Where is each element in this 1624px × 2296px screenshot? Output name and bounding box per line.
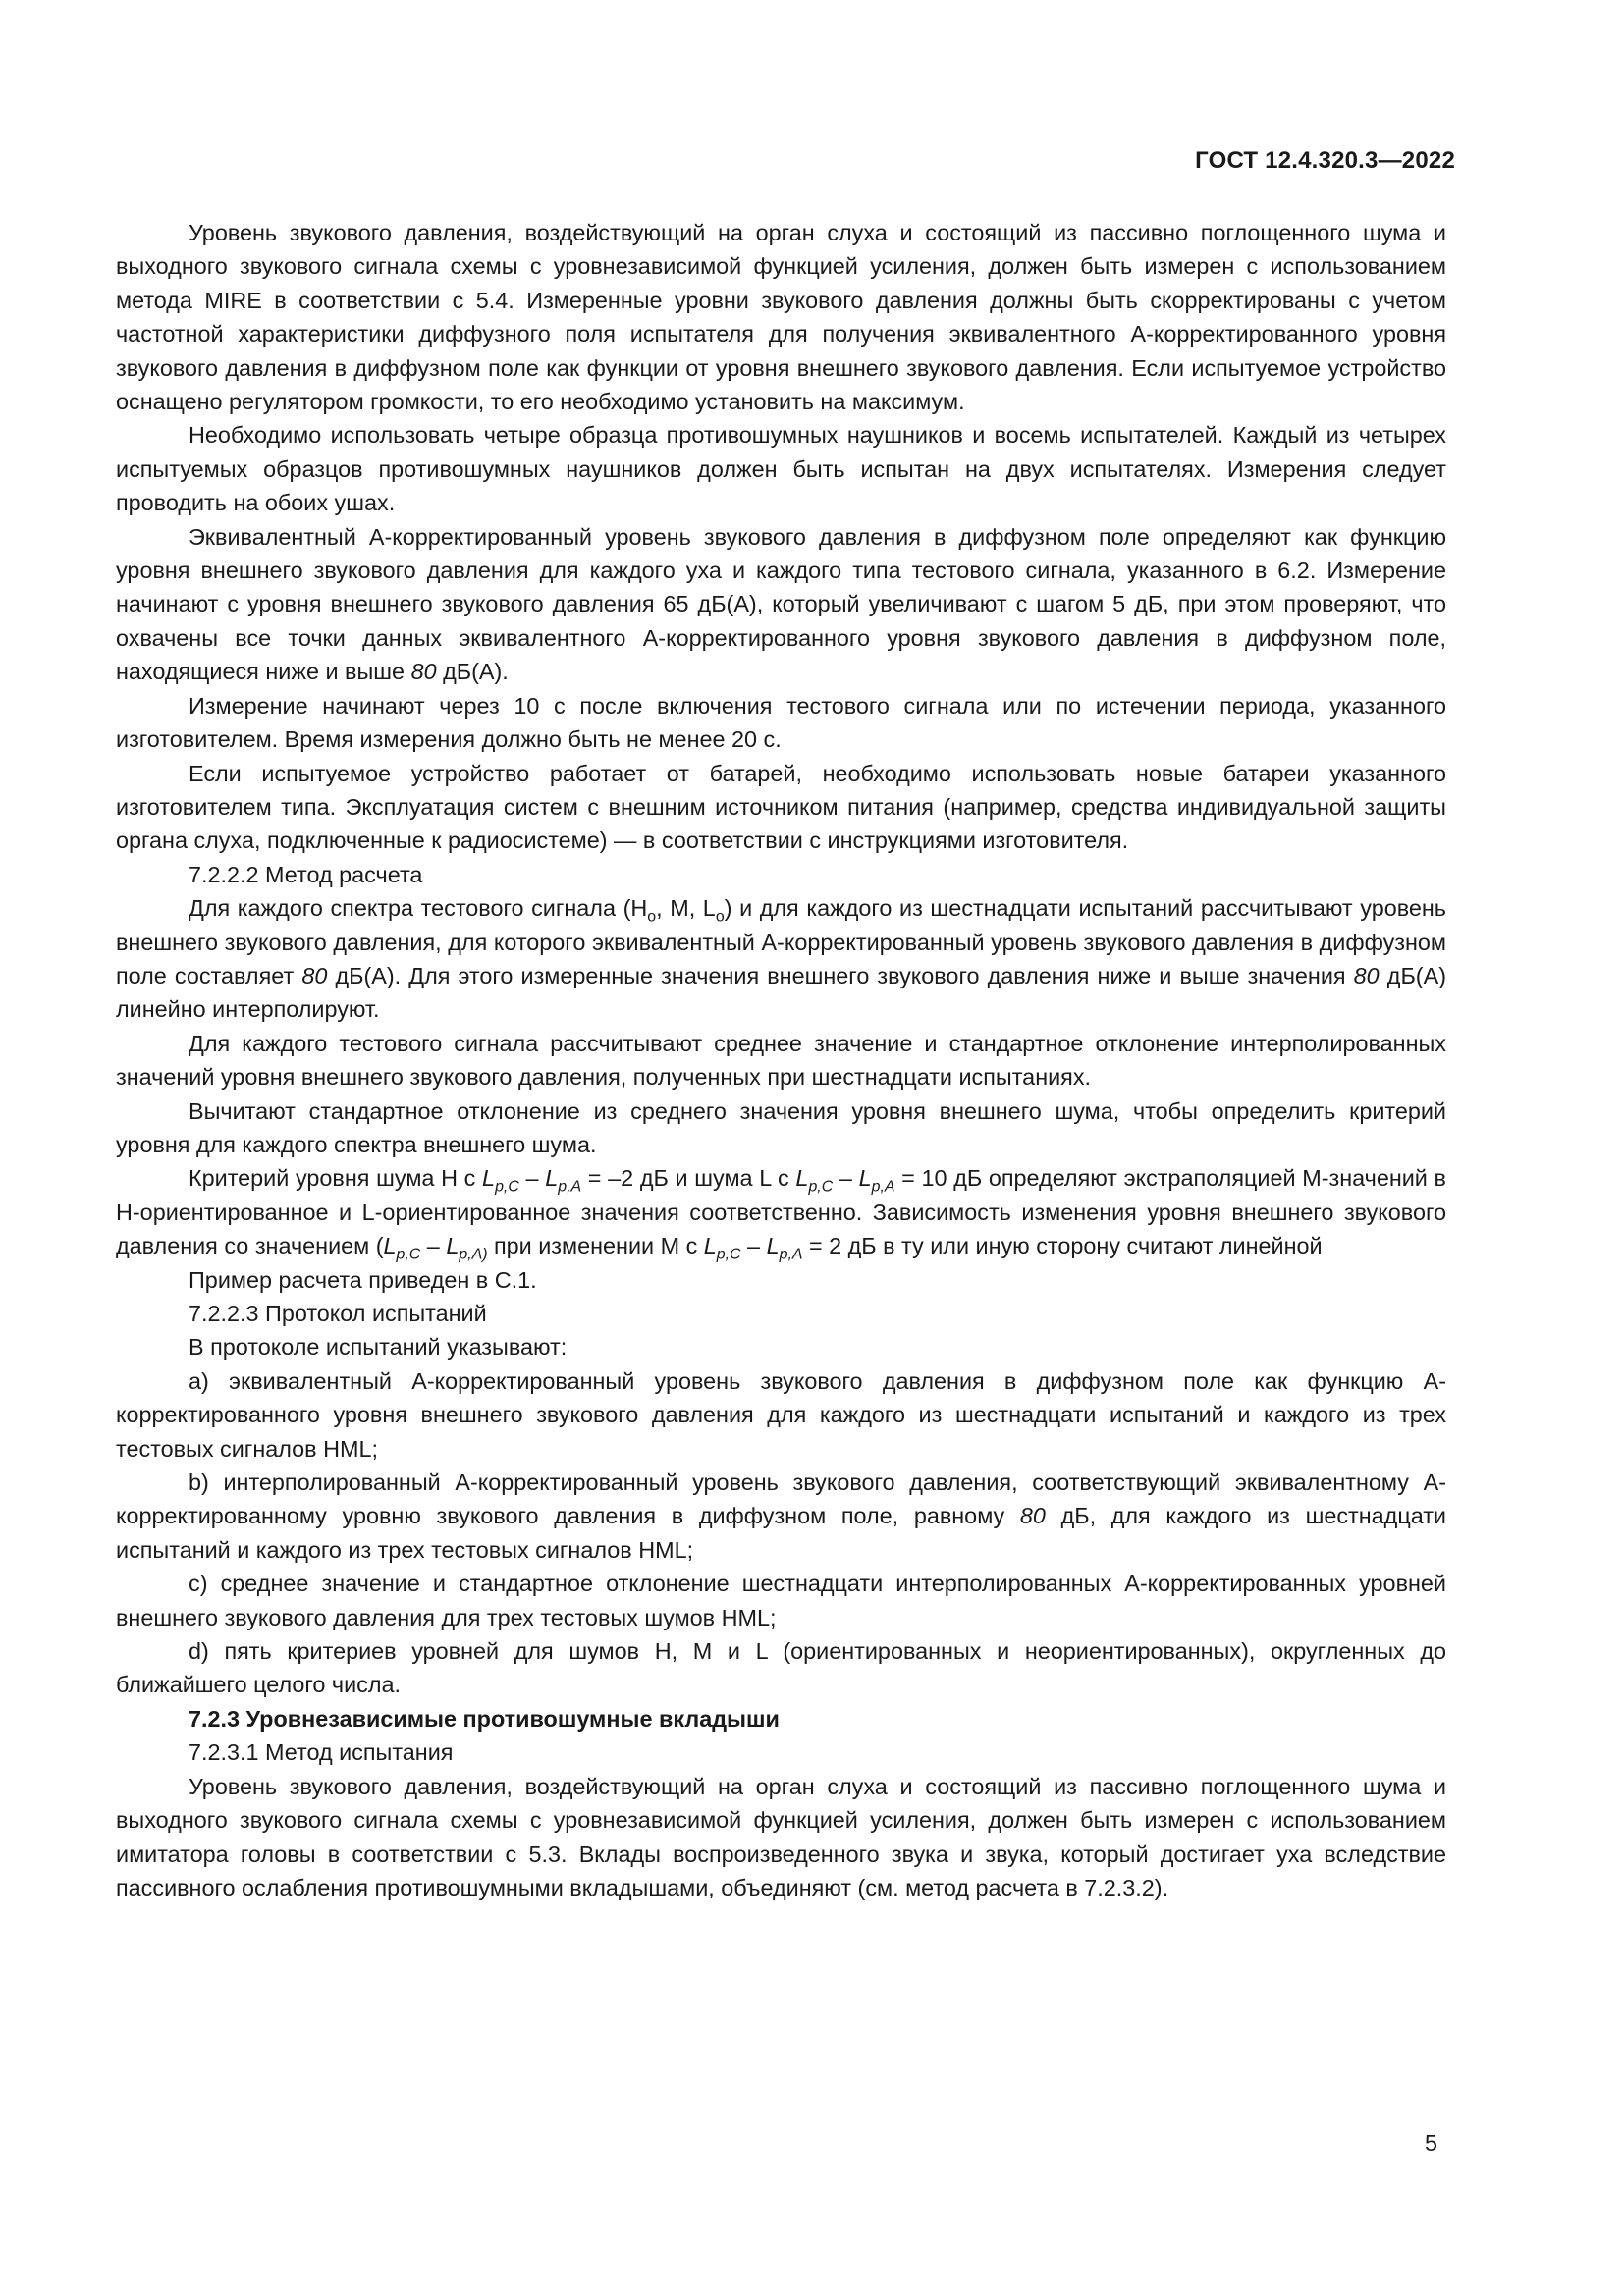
paragraph: Пример расчета приведен в С.1.: [189, 1266, 537, 1293]
list-item: b) интерполированный А-корректированный уровень звукового давления, соответствующий эквивалентному А-корректированному уровню звукового давления в диффузном поле, равному 80 дБ, для каждого из шестнадцати испытаний и каждого из трех тестовых сигналов HML;: [116, 1469, 1446, 1563]
page-number: 5: [1424, 2130, 1437, 2156]
paragraph: В протоколе испытаний указывают:: [189, 1334, 568, 1361]
list-item: a) эквивалентный А-корректированный уровень звукового давления в диффузном поле как функцию А-корректированного уровня внешнего звукового давления для каждого из шестнадцати испытаний и каждого из трех тестовых сигналов HML;: [116, 1367, 1446, 1462]
subsection-title: 7.2.3.1 Метод испытания: [189, 1739, 454, 1766]
paragraph: Вычитают стандартное отклонение из среднего значения уровня внешнего шума, чтобы определить критерий уровня для каждого спектра внешнего шума.: [116, 1097, 1446, 1157]
document-header: ГОСТ 12.4.320.3—2022: [1195, 147, 1455, 174]
list-item: d) пять критериев уровней для шумов H, M и L (ориентированных и неориентированных), округленных до ближайшего целого числа.: [116, 1638, 1446, 1698]
paragraph: Уровень звукового давления, воздействующий на орган слуха и состоящий из пассивно поглощенного шума и выходного звукового сигнала схемы с уровнезависимой функцией усиления, должен быть измерен с использованием имитатора головы в соответствии с 5.3. Вклады воспроизведенного звука и звука, который достигает уха вследствие пассивного ослабления противошумными вкладышами, объединяют (см. метод расчета в 7.2.3.2).: [116, 1773, 1446, 1900]
paragraph: Для каждого тестового сигнала рассчитывают среднее значение и стандартное отклонение интерполированных значений уровня внешнего звукового давления, полученных при шестнадцати испытаниях.: [116, 1030, 1446, 1091]
paragraph: Для каждого спектра тестового сигнала ($H_o$, M, $L_o$) и для каждого из шестнадцати испытаний рассчитывают уровень внешнего звукового давления, для которого эквивалентный А-корректированный уровень звукового давления в диффузном поле составляет 80 дБ(A). Для этого измеренные значения внешнего звукового давления ниже и выше значения 80 дБ(A) линейно интерполируют.: [116, 895, 1446, 1023]
section-heading: 7.2.3 Уровнезависимые противошумные вкладыши: [189, 1705, 780, 1732]
subsection-title: 7.2.2.3 Протокол испытаний: [189, 1301, 487, 1326]
paragraph: Необходимо использовать четыре образца противошумных наушников и восемь испытателей. Каждый из четырех испытуемых образцов противошумных наушников должен быть испытан на двух испытателях. Измерения следует проводить на обоих ушах.: [116, 422, 1446, 516]
paragraph: Измерение начинают через 10 с после включения тестового сигнала или по истечении периода, указанного изготовителем. Время измерения должно быть не менее 20 с.: [116, 692, 1446, 753]
paragraph: Эквивалентный А-корректированный уровень звукового давления в диффузном поле определяют как функцию уровня внешнего звукового давления для каждого уха и каждого типа тестового сигнала, указанного в 6.2. Измерение начинают с уровня внешнего звукового давления 65 дБ(A), который увеличивают с шагом 5 дБ, при этом проверяют, что охвачены все точки данных эквивалентного А-корректированного уровня звукового давления в диффузном поле, находящиеся ниже и выше 80 дБ(A).: [116, 523, 1446, 685]
paragraph: Если испытуемое устройство работает от батарей, необходимо использовать новые батареи указанного изготовителем типа. Эксплуатация систем с внешним источником питания (например, средства индивидуальной защиты органа слуха, подключенные к радиосистеме) — в соответствии с инструкциями изготовителя.: [116, 760, 1446, 854]
list-item: c) среднее значение и стандартное отклонение шестнадцати интерполированных А-корректированных уровней внешнего звукового давления для трех тестовых шумов HML;: [116, 1571, 1446, 1630]
formula-paragraph: Критерий уровня шума H с $L_{p,C} - L_{p,A} = -2$ дБ и шума L с $L_{p,C} - L_{p,A} = 10$ дБ определяют экстраполяцией M-значений в H-ориентированное и L-ориентированное значения соответственно. Зависимость изменения уровня внешнего звукового давления со значением ($L_{p,C} - L_{p,A)}$ при изменении M с $L_{p,C} - L_{p,A} = 2$ дБ в ту или иную сторону считают линейной: [116, 1165, 1446, 1263]
paragraph: Уровень звукового давления, воздействующий на орган слуха и состоящий из пассивно поглощенного шума и выходного звукового сигнала схемы с уровнезависимой функцией усиления, должен быть измерен с использованием метода MIRE в соответствии с 5.4. Измеренные уровни звукового давления должны быть скорректированы с учетом частотной характеристики диффузного поля испытателя для получения эквивалентного А-корректированного уровня звукового давления в диффузном поле как функции от уровня внешнего звукового давления. Если испытуемое устройство оснащено регулятором громкости, то его необходимо установить на максимум.: [116, 220, 1446, 415]
subsection-title: 7.2.2.2 Метод расчета: [189, 861, 423, 887]
document-body: [116, 216, 1446, 1904]
